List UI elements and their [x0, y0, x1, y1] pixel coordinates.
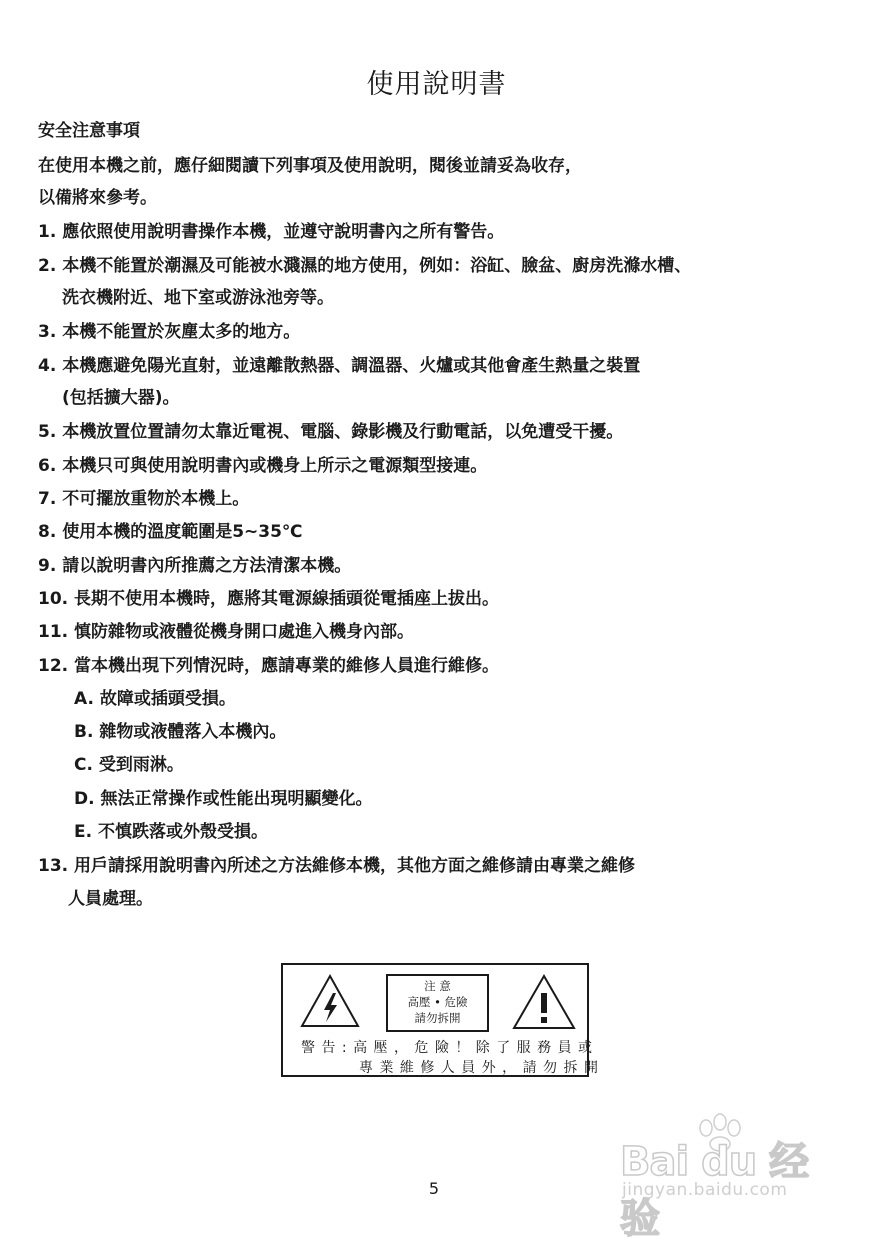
list-item: 人員處理。: [68, 889, 153, 909]
list-item: 8. 使用本機的溫度範圍是5~35℃: [38, 522, 303, 542]
caution-line: 請勿拆開: [414, 1011, 461, 1025]
watermark-logo: Bai du 经验: [620, 1139, 809, 1242]
sub-list-item: B. 雜物或液體落入本機內。: [74, 722, 287, 742]
section-heading: 安全注意事項: [38, 121, 140, 141]
sub-list-item: E. 不慎跌落或外殼受損。: [74, 822, 268, 842]
list-item: 7. 不可擺放重物於本機上。: [38, 489, 250, 509]
intro-line: 以備將來參考。: [38, 188, 157, 208]
high-voltage-icon: [299, 973, 361, 1029]
caution-title: 注 意: [424, 979, 451, 993]
list-item: 12. 當本機出現下列情況時，應請專業的維修人員進行維修。: [38, 656, 500, 676]
sub-list-item: A. 故障或插頭受損。: [74, 689, 236, 709]
caution-box: [386, 974, 489, 1032]
page-title: 使用說明書: [366, 69, 507, 100]
list-item: (包括擴大器)。: [62, 388, 180, 408]
warning-text: 警 告 : 高 壓 ， 危 險 ！ 除 了 服 務 員 或: [301, 1040, 594, 1056]
list-item: 6. 本機只可與使用說明書內或機身上所示之電源類型接連。: [38, 456, 488, 476]
baidu-watermark: [612, 1112, 827, 1242]
list-item: 10. 長期不使用本機時，應將其電源線插頭從電插座上拔出。: [38, 589, 500, 609]
list-item: 11. 慎防雜物或液體從機身開口處進入機身內部。: [38, 622, 415, 642]
intro-line: 在使用本機之前，應仔細閱讀下列事項及使用說明，閱後並請妥為收存，: [38, 156, 582, 176]
warning-text: 專 業 維 修 人 員 外 ， 請 勿 拆 開: [359, 1060, 599, 1076]
caution-line: 高壓 • 危險: [407, 995, 468, 1009]
sub-list-item: C. 受到雨淋。: [74, 755, 184, 775]
list-item: 2. 本機不能置於潮濕及可能被水濺濕的地方使用，例如：浴缸、臉盆、廚房洗滌水槽、: [38, 256, 692, 276]
list-item: 13. 用戶請採用說明書內所述之方法維修本機，其他方面之維修請由專業之維修: [38, 856, 636, 876]
list-item: 1. 應依照使用說明書操作本機，並遵守說明書內之所有警告。: [38, 222, 505, 242]
exclamation-icon: [511, 973, 577, 1031]
list-item: 4. 本機應避免陽光直射，並遠離散熱器、調溫器、火爐或其他會產生熱量之裝置: [38, 356, 641, 376]
sub-list-item: D. 無法正常操作或性能出現明顯變化。: [74, 789, 373, 809]
list-item: 9. 請以說明書內所推薦之方法清潔本機。: [38, 556, 352, 576]
warning-label: [281, 963, 599, 1077]
watermark-url: jingyan.baidu.com: [622, 1180, 788, 1200]
list-item: 3. 本機不能置於灰塵太多的地方。: [38, 322, 301, 342]
list-item: 5. 本機放置位置請勿太靠近電視、電腦、錄影機及行動電話，以免遭受干擾。: [38, 422, 624, 442]
list-item: 洗衣機附近、地下室或游泳池旁等。: [62, 288, 334, 308]
page-number: 5: [428, 1179, 440, 1198]
